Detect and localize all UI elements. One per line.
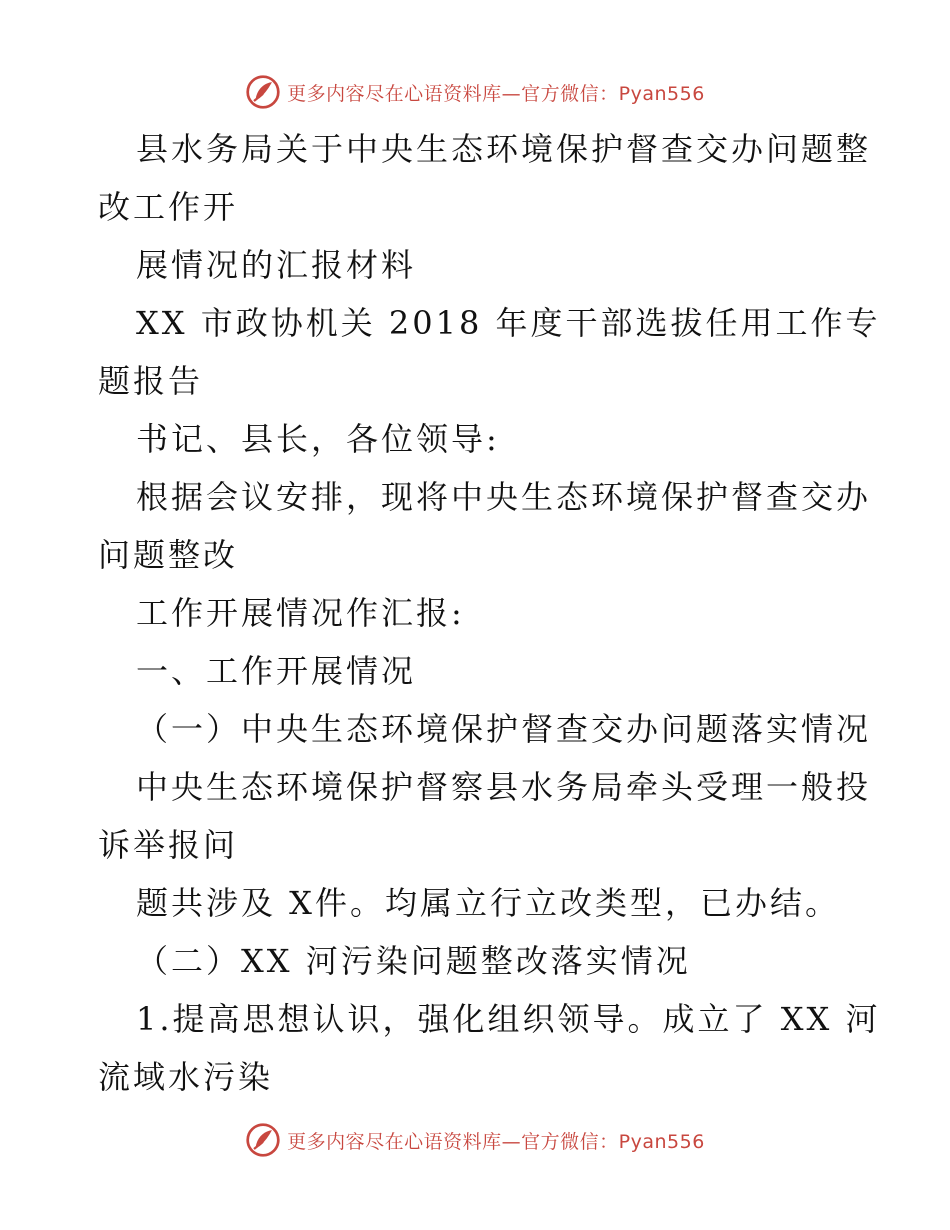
paragraph-line: 题共涉及 X件。均属立行立改类型，已办结。 [136, 884, 840, 922]
paragraph-line: 1.提高思想认识，强化组织领导。成立了 XX 河 [136, 1000, 881, 1038]
watermark-text: 更多内容尽在心语资料库—官方微信：Pyan556 [287, 82, 705, 105]
paragraph-line: 中央生态环境保护督察县水务局牵头受理一般投 [136, 768, 872, 806]
paragraph-line: 根据会议安排，现将中央生态环境保护督查交办 [136, 478, 872, 516]
lotus-logo-icon [245, 74, 281, 110]
report-line-1: XX 市政协机关 2018 年度干部选拔任用工作专 [136, 304, 881, 342]
report-line-2: 题报告 [98, 362, 204, 400]
watermark-text: 更多内容尽在心语资料库—官方微信：Pyan556 [287, 1130, 705, 1153]
title-line-2: 改工作开 [98, 188, 239, 226]
header-watermark [0, 72, 950, 112]
section-heading: 一、工作开展情况 [136, 652, 417, 690]
title-line-3: 展情况的汇报材料 [136, 246, 417, 284]
salutation: 书记、县长，各位领导: [136, 420, 500, 458]
footer-watermark [0, 1120, 950, 1160]
title-line-1: 县水务局关于中央生态环境保护督查交办问题整 [136, 130, 872, 168]
paragraph-line: 工作开展情况作汇报: [136, 594, 465, 632]
subsection-heading: （一）中央生态环境保护督查交办问题落实情况 [136, 710, 872, 748]
document-body [98, 120, 881, 1106]
subsection-heading: （二）XX 河污染问题整改落实情况 [136, 942, 691, 980]
paragraph-line: 问题整改 [98, 536, 239, 574]
paragraph-line: 诉举报问 [98, 826, 239, 864]
lotus-logo-icon [245, 1122, 281, 1158]
paragraph-line: 流域水污染 [98, 1058, 274, 1096]
